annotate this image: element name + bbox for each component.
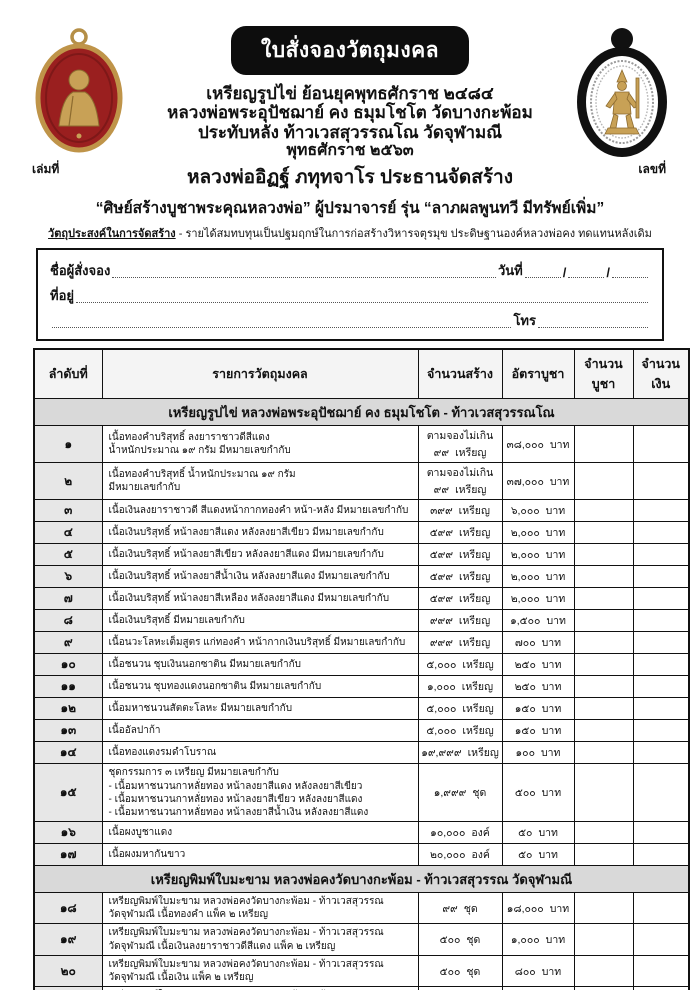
row-number: ๘ (34, 610, 102, 632)
price-cell: ๓๗,๐๐๐ บาท (502, 463, 574, 500)
amount-field[interactable] (633, 844, 689, 866)
order-quantity-field[interactable] (574, 893, 633, 924)
order-quantity-field[interactable] (574, 632, 633, 654)
item-description: เนื้อเงินบริสุทธิ์ หน้าลงยาสีแดง หลังลงยาสีเขียว มีหมายเลขกำกับ (102, 522, 418, 544)
section-header-row (34, 866, 689, 893)
quantity-made-cell: ๙๙ ชุด (418, 893, 502, 924)
address-field-2[interactable] (52, 326, 511, 328)
amount-field[interactable] (633, 822, 689, 844)
order-quantity-field[interactable] (574, 698, 633, 720)
item-description: เนื้อมหาชนวนสัตตะโลหะ มีหมายเลขกำกับ (102, 698, 418, 720)
date-month-field[interactable] (568, 276, 604, 278)
amount-field[interactable] (633, 544, 689, 566)
quantity-made-cell: ๑๙,๙๙๙ เหรียญ (418, 742, 502, 764)
section-title: เหรียญรูปไข่ หลวงพ่อพระอุปัชฌาย์ คง ธมุมโชโต - ท้าวเวสสุวรรณโณ (34, 399, 689, 426)
price-cell: ๑,๐๐๐ บาท (502, 924, 574, 955)
item-description: เนื้อเงินลงยาราชาวดี สีแดงหน้ากากทองคำ หน้า-หลัง มีหมายเลขกำกับ (102, 500, 418, 522)
price-cell: ๒๕๐ บาท (502, 654, 574, 676)
item-description: เนื้อทองแดงรมดำโบราณ (102, 742, 418, 764)
order-quantity-field[interactable] (574, 566, 633, 588)
row-number: ๗ (34, 588, 102, 610)
row-number: ๑๐ (34, 654, 102, 676)
price-cell: ๒๕๐ บาท (502, 676, 574, 698)
customer-info-box (36, 248, 664, 341)
row-number: ๓ (34, 500, 102, 522)
price-cell: ๑๐๐ บาท (502, 742, 574, 764)
item-description: เนื้อชนวน ชุบเงินนอกซาติน มีหมายเลขกำกับ (102, 654, 418, 676)
amount-field[interactable] (633, 764, 689, 822)
form-title-badge: ใบสั่งจองวัตถุมงคล (231, 26, 469, 75)
form-header (0, 0, 700, 242)
purpose-text: - รายได้สมทบทุนเป็นปฐมฤกษ์ในการก่อสร้างวิหารจตุรมุข ประดิษฐานองค์หลวงพ่อคง ทดแทนหลังเดิม (178, 228, 652, 241)
items-body (34, 399, 689, 990)
price-cell: ๑๕๐ บาท (502, 720, 574, 742)
table-row (34, 764, 689, 822)
amount-field[interactable] (633, 426, 689, 463)
table-row (34, 822, 689, 844)
quantity-made-cell: ๕๐๐ ชุด (418, 924, 502, 955)
order-quantity-field[interactable] (574, 924, 633, 955)
phone-field[interactable] (538, 326, 648, 328)
edition-line: “ศิษย์สร้างบูชาพระคุณหลวงพ่อ” ผู้ปรมาจารย์ รุ่น “ลาภผลพูนทวี มีทรัพย์เพิ่ม” (95, 200, 605, 218)
monk-amulet-image (26, 26, 132, 163)
price-cell: ๗๐๐ บาท (502, 632, 574, 654)
table-row (34, 654, 689, 676)
item-description: เนื้อนวะโลหะเต็มสูตร แก่ทองคำ หน้ากากเงินบริสุทธิ์ มีหมายเลขกำกับ (102, 632, 418, 654)
table-row (34, 426, 689, 463)
order-quantity-field[interactable] (574, 463, 633, 500)
order-quantity-field[interactable] (574, 676, 633, 698)
price-cell: ๒,๐๐๐ บาท (502, 522, 574, 544)
quantity-made-cell: ๑,๙๙๙ ชุด (418, 764, 502, 822)
table-row (34, 588, 689, 610)
row-number: ๖ (34, 566, 102, 588)
row-number: ๒ (34, 463, 102, 500)
item-description: เนื้ออัลปาก้า (102, 720, 418, 742)
quantity-made-cell: ๕๙๙ เหรียญ (418, 588, 502, 610)
row-number: ๔ (34, 522, 102, 544)
quantity-made-cell: ๙๙๙ เหรียญ (418, 632, 502, 654)
order-quantity-field[interactable] (574, 588, 633, 610)
row-number: ๑๙ (34, 924, 102, 955)
quantity-made-cell: ๕,๐๐๐ เหรียญ (418, 654, 502, 676)
quantity-made-cell: ๕,๐๐๐ เหรียญ (418, 720, 502, 742)
items-table (33, 348, 690, 990)
order-quantity-field[interactable] (574, 720, 633, 742)
section-header-row (34, 399, 689, 426)
row-number: ๒๐ (34, 955, 102, 986)
quantity-made-cell: ๒๐,๐๐๐ องค์ (418, 844, 502, 866)
row-number: ๑ (34, 426, 102, 463)
section-title: เหรียญพิมพ์ใบมะขาม หลวงพ่อคงวัดบางกะพ้อม - ท้าวเวสสุวรรณ วัดจุฬามณี (34, 866, 689, 893)
item-description: เนื้อผงมหากันขาว (102, 844, 418, 866)
quantity-made-cell: ๕๙๙ เหรียญ (418, 544, 502, 566)
order-quantity-field[interactable] (574, 822, 633, 844)
quantity-made-cell: ตามจองไม่เกิน ๙๙ เหรียญ (418, 463, 502, 500)
quantity-made-cell: ๕,๐๐๐ เหรียญ (418, 698, 502, 720)
date-separator: / (606, 265, 610, 281)
table-header-row (34, 349, 689, 399)
amount-field[interactable] (633, 654, 689, 676)
row-number: ๑๓ (34, 720, 102, 742)
item-description: เหรียญพิมพ์ใบมะขาม หลวงพ่อคงวัดบางกะพ้อม - ท้าวเวสสุวรรณ วัดจุฬามณี เนื้อเงิน แพ็ค ๒ เหรียญ (102, 955, 418, 986)
price-cell: ๑,๕๐๐ บาท (502, 610, 574, 632)
title-line-2: หลวงพ่อพระอุปัชฌาย์ คง ธมุมโชโต วัดบางกะพ้อม (167, 103, 533, 123)
item-description: เนื้อชนวน ชุบทองแดงนอกซาติน มีหมายเลขกำกับ (102, 676, 418, 698)
row-number: ๑๒ (34, 698, 102, 720)
order-quantity-field[interactable] (574, 742, 633, 764)
date-label: วันที่ (497, 263, 523, 279)
col-header-qty-made: จำนวนสร้าง (418, 349, 502, 399)
quantity-made-cell: ๙๙๙ เหรียญ (418, 610, 502, 632)
col-header-item: รายการวัตถุมงคล (102, 349, 418, 399)
title-line-4: พุทธศักราช ๒๕๖๓ (286, 142, 414, 160)
amount-field[interactable] (633, 588, 689, 610)
address-label: ที่อยู่ (50, 288, 74, 304)
customer-name-field[interactable] (112, 276, 496, 278)
amount-field[interactable] (633, 522, 689, 544)
order-quantity-field[interactable] (574, 500, 633, 522)
date-year-field[interactable] (612, 276, 648, 278)
amount-field[interactable] (633, 742, 689, 764)
number-label: เลขที่ (638, 162, 666, 176)
row-number: ๑๘ (34, 893, 102, 924)
table-row (34, 698, 689, 720)
order-quantity-field[interactable] (574, 544, 633, 566)
order-quantity-field[interactable] (574, 426, 633, 463)
volume-label: เล่มที่ (32, 162, 60, 176)
quantity-made-cell: ๑๐,๐๐๐ องค์ (418, 822, 502, 844)
order-quantity-field[interactable] (574, 955, 633, 986)
amount-field[interactable] (633, 610, 689, 632)
address-field[interactable] (76, 301, 648, 303)
phone-label: โทร (513, 313, 536, 329)
amount-field[interactable] (633, 720, 689, 742)
quantity-made-cell: ๕๙๙ เหรียญ (418, 566, 502, 588)
row-number: ๑๑ (34, 676, 102, 698)
col-header-price: อัตราบูชา (502, 349, 574, 399)
order-quantity-field[interactable] (574, 654, 633, 676)
title-line-3: ประทับหลัง ท้าวเวสสุวรรณโณ วัดจุฬามณี (198, 122, 502, 142)
amount-field[interactable] (633, 463, 689, 500)
table-row (34, 720, 689, 742)
wessuwan-amulet-image (566, 26, 678, 165)
item-description: เนื้อเงินบริสุทธิ์ หน้าลงยาสีน้ำเงิน หลังลงยาสีแดง มีหมายเลขกำกับ (102, 566, 418, 588)
price-cell: ๖,๐๐๐ บาท (502, 500, 574, 522)
order-quantity-field[interactable] (574, 764, 633, 822)
table-row (34, 893, 689, 924)
row-number: ๕ (34, 544, 102, 566)
item-description: เนื้อเงินบริสุทธิ์ หน้าลงยาสีเขียว หลังลงยาสีแดง มีหมายเลขกำกับ (102, 544, 418, 566)
chairman-line: หลวงพ่ออิฏฐ์ ภทุทจาโร ประธานจัดสร้าง (187, 167, 513, 189)
amount-field[interactable] (633, 955, 689, 986)
row-number: ๑๕ (34, 764, 102, 822)
customer-name-label: ชื่อผู้สั่งจอง (50, 263, 111, 279)
price-cell: ๒,๐๐๐ บาท (502, 566, 574, 588)
table-row (34, 522, 689, 544)
amount-field[interactable] (633, 924, 689, 955)
amount-field[interactable] (633, 500, 689, 522)
price-cell: ๒,๐๐๐ บาท (502, 544, 574, 566)
amount-field[interactable] (633, 698, 689, 720)
table-row (34, 632, 689, 654)
col-header-index: ลำดับที่ (34, 349, 102, 399)
table-row (34, 500, 689, 522)
amount-field[interactable] (633, 893, 689, 924)
date-day-field[interactable] (525, 276, 561, 278)
date-separator: / (562, 265, 567, 281)
item-description: ชุดกรรมการ ๓ เหรียญ มีหมายเลขกำกับ - เนื้อมหาชนวนกาหลั่ยทอง หน้าลงยาสีแดง หลังลงยาสีเขียว - เนื้อมหาชนวนกาหลั่ยทอง หน้าลงยาสีเขียว หลังลงยาสีแดง - เนื้อมหาชนวนกาหลั่ยทอง หน้าลงยาสีน้ำเงิน หลังลงยาสีแดง (102, 764, 418, 822)
price-cell: ๑๕๐ บาท (502, 698, 574, 720)
table-row (34, 676, 689, 698)
price-cell: ๕๐ บาท (502, 822, 574, 844)
row-number: ๑๖ (34, 822, 102, 844)
amount-field[interactable] (633, 566, 689, 588)
item-description: เนื้อทองคำบริสุทธิ์ น้ำหนักประมาณ ๑๙ กรัม มีหมายเลขกำกับ (102, 463, 418, 500)
price-cell: ๘๐๐ บาท (502, 955, 574, 986)
quantity-made-cell: ๕๐๐ ชุด (418, 955, 502, 986)
purpose-label: วัตถุประสงค์ในการจัดสร้าง (48, 228, 176, 241)
order-quantity-field[interactable] (574, 522, 633, 544)
item-description: เหรียญพิมพ์ใบมะขาม หลวงพ่อคงวัดบางกะพ้อม - ท้าวเวสสุวรรณ วัดจุฬามณี เนื้อเงินลงยาราชาวดีสีแดง แพ็ค ๒ เหรียญ (102, 924, 418, 955)
table-row (34, 742, 689, 764)
item-description: เนื้อเงินบริสุทธิ์ หน้าลงยาสีเหลือง หลังลงยาสีแดง มีหมายเลขกำกับ (102, 588, 418, 610)
amount-field[interactable] (633, 632, 689, 654)
col-header-qty-ordered: จำนวนบูชา (574, 349, 633, 399)
item-description: เหรียญพิมพ์ใบมะขาม หลวงพ่อคงวัดบางกะพ้อม - ท้าวเวสสุวรรณ วัดจุฬามณี เนื้อทองคำ แพ็ค ๒ เหรียญ (102, 893, 418, 924)
order-quantity-field[interactable] (574, 610, 633, 632)
quantity-made-cell: ๕๙๙ เหรียญ (418, 522, 502, 544)
price-cell: ๒,๐๐๐ บาท (502, 588, 574, 610)
purpose-line (0, 224, 700, 242)
item-description: เนื้อทองคำบริสุทธิ์ ลงยาราชาวดีสีแดง น้ำหนักประมาณ ๑๙ กรัม มีหมายเลขกำกับ (102, 426, 418, 463)
quantity-made-cell: ๑,๐๐๐ เหรียญ (418, 676, 502, 698)
price-cell: ๕๐ บาท (502, 844, 574, 866)
amount-field[interactable] (633, 676, 689, 698)
row-number: ๑๔ (34, 742, 102, 764)
table-row (34, 844, 689, 866)
row-number: ๙ (34, 632, 102, 654)
price-cell: ๕๐๐ บาท (502, 764, 574, 822)
price-cell: ๓๘,๐๐๐ บาท (502, 426, 574, 463)
col-header-amount: จำนวนเงิน (633, 349, 689, 399)
table-row (34, 610, 689, 632)
row-number: ๑๗ (34, 844, 102, 866)
item-description: เนื้อเงินบริสุทธิ์ มีหมายเลขกำกับ (102, 610, 418, 632)
order-quantity-field[interactable] (574, 844, 633, 866)
table-row (34, 544, 689, 566)
table-row (34, 955, 689, 986)
quantity-made-cell: ๓๙๙ เหรียญ (418, 500, 502, 522)
quantity-made-cell: ตามจองไม่เกิน ๙๙ เหรียญ (418, 426, 502, 463)
table-row (34, 924, 689, 955)
table-row (34, 463, 689, 500)
title-line-1: เหรียญรูปไข่ ย้อนยุคพุทธศักราช ๒๔๘๔ (206, 84, 494, 103)
item-description: เนื้อผงบูชาแดง (102, 822, 418, 844)
price-cell: ๑๘,๐๐๐ บาท (502, 893, 574, 924)
table-row (34, 566, 689, 588)
